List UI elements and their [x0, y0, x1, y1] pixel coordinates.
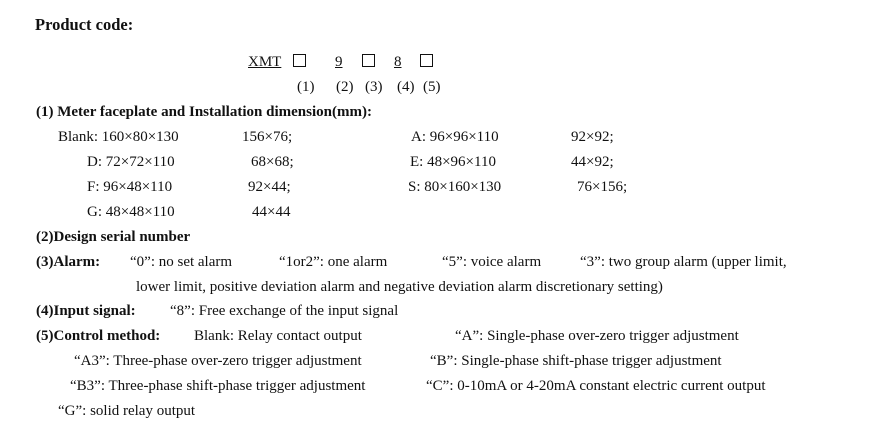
blank-box-icon — [293, 54, 306, 67]
section1-row1-right-cut: 92×92; — [571, 129, 614, 145]
section5-heading: (5)Control method: — [36, 328, 161, 344]
alarm-continuation: lower limit, positive deviation alarm and negative deviation alarm discretionary setting) — [136, 279, 663, 295]
control-g: “G”: solid relay output — [58, 403, 196, 419]
input-signal-text: “8”: Free exchange of the input signal — [170, 303, 399, 319]
section1-row1-right-label: A: 96×96×110 — [411, 129, 499, 145]
alarm-item-5: “5”: voice alarm — [442, 254, 542, 270]
code-box-3 — [420, 53, 433, 71]
section2-heading: (2)Design serial number — [36, 229, 191, 245]
section4-heading: (4)Input signal: — [36, 303, 136, 319]
code-digit-9: 9 — [335, 54, 343, 70]
section1-row2-right-cut: 44×92; — [571, 154, 614, 170]
alarm-item-3: “3”: two group alarm (upper limit, — [580, 254, 787, 270]
code-index-4: (4) — [397, 79, 415, 95]
code-box-2 — [362, 53, 375, 71]
control-b: “B”: Single-phase shift-phase trigger adjustment — [430, 353, 722, 369]
control-a: “A”: Single-phase over-zero trigger adjustment — [455, 328, 739, 344]
code-index-5: (5) — [423, 79, 441, 95]
control-blank: Blank: Relay contact output — [194, 328, 362, 344]
section3-heading: (3)Alarm: — [36, 254, 101, 270]
code-prefix: XMT — [248, 54, 282, 70]
section1-row3-left-label: F: 96×48×110 — [87, 179, 173, 195]
control-b3: “B3”: Three-phase shift-phase trigger adjustment — [70, 378, 366, 394]
code-box-1 — [293, 53, 306, 71]
section1-row3-right-label: S: 80×160×130 — [408, 179, 502, 195]
code-index-2: (2) — [336, 79, 354, 95]
section1-row3-left-cut: 92×44; — [248, 179, 291, 195]
code-index-1: (1) — [297, 79, 315, 95]
control-a3: “A3”: Three-phase over-zero trigger adjustment — [74, 353, 362, 369]
code-digit-8: 8 — [394, 54, 402, 70]
blank-box-icon — [362, 54, 375, 67]
alarm-item-0: “0”: no set alarm — [130, 254, 233, 270]
code-index-3: (3) — [365, 79, 383, 95]
section1-row2-left-cut: 68×68; — [251, 154, 294, 170]
section1-row2-left-label: D: 72×72×110 — [87, 154, 175, 170]
page-title: Product code: — [35, 15, 134, 34]
section1-row1-left-cut: 156×76; — [242, 129, 293, 145]
section1-row4-left-cut: 44×44 — [252, 204, 291, 220]
section1-row1-left-label: Blank: 160×80×130 — [58, 129, 179, 145]
section1-row4-left-label: G: 48×48×110 — [87, 204, 175, 220]
section1-row2-right-label: E: 48×96×110 — [410, 154, 496, 170]
section1-row3-right-cut: 76×156; — [577, 179, 628, 195]
control-c: “C”: 0-10mA or 4-20mA constant electric current output — [426, 378, 766, 394]
blank-box-icon — [420, 54, 433, 67]
section1-heading: (1) Meter faceplate and Installation dimension(mm): — [36, 104, 372, 120]
alarm-item-1or2: “1or2”: one alarm — [279, 254, 388, 270]
